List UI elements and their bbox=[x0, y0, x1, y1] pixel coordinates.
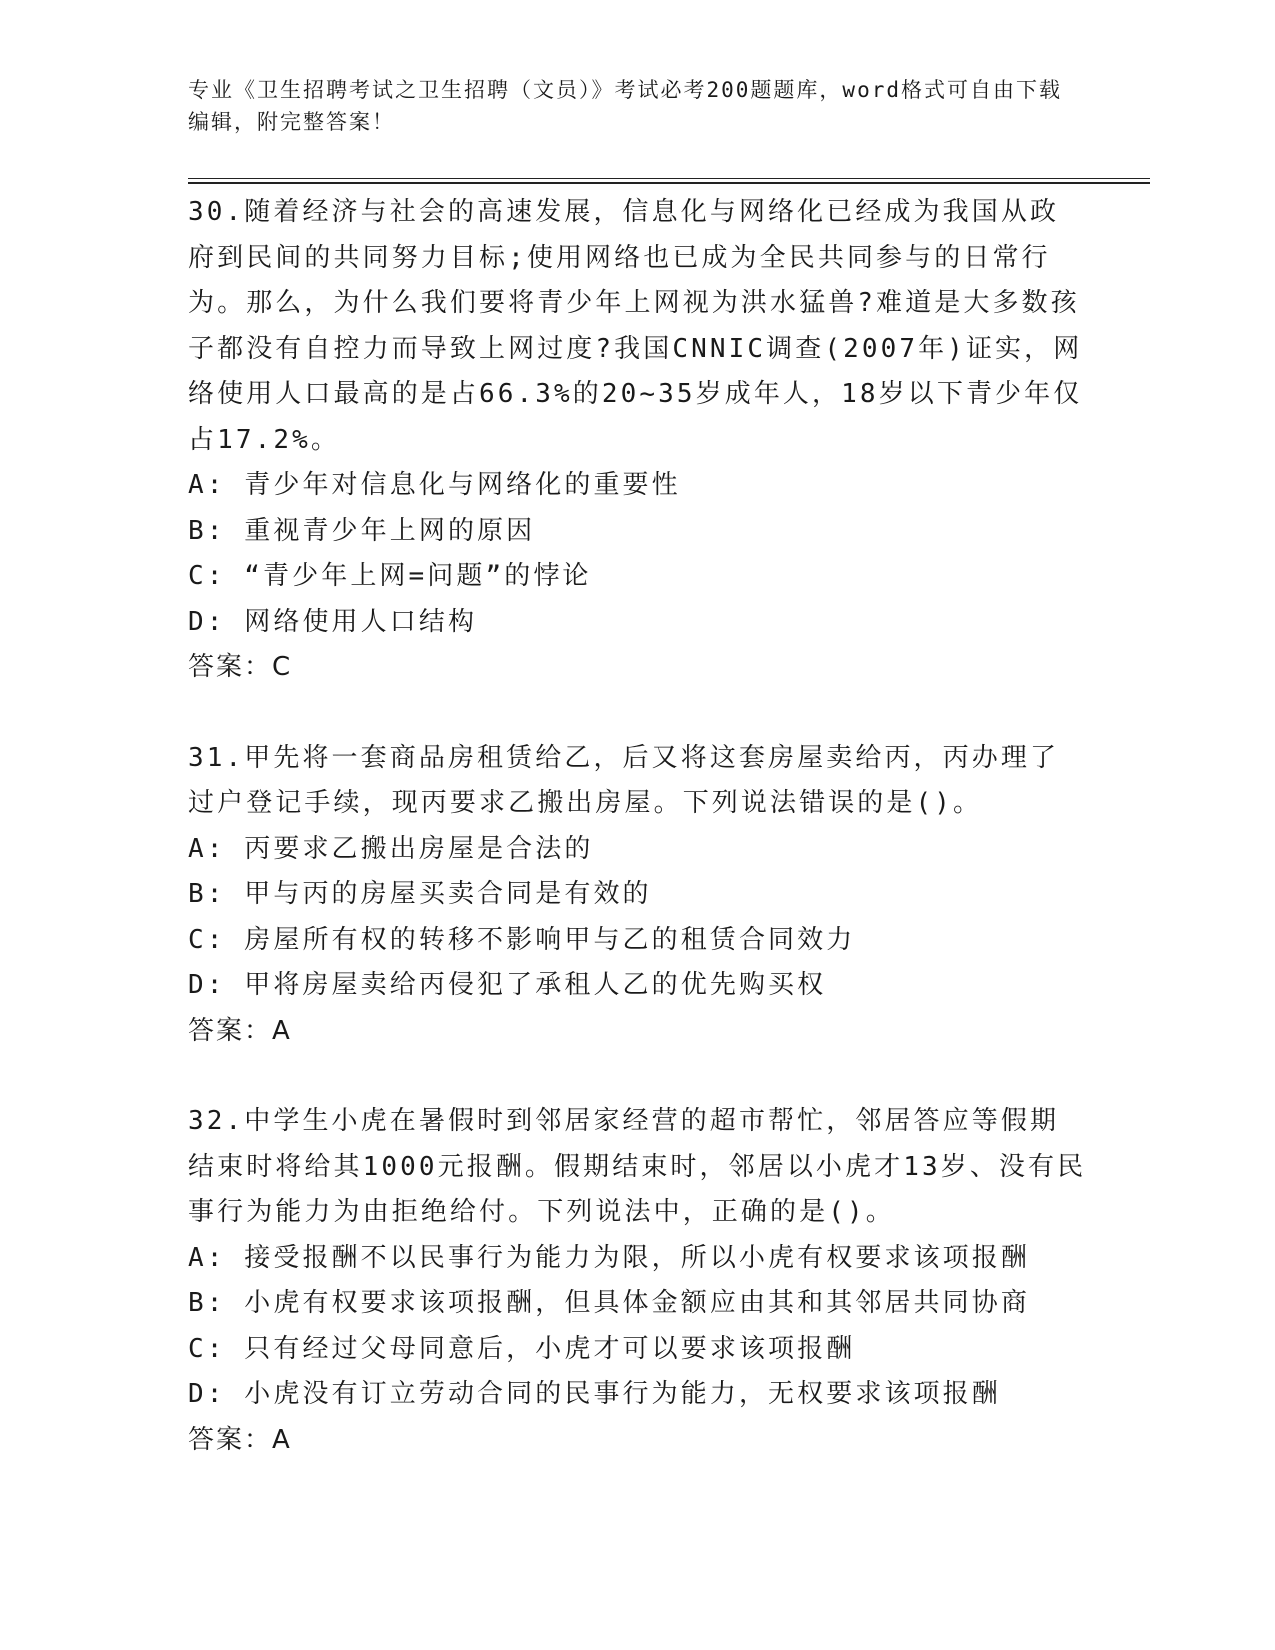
question-stem: 30.随着经济与社会的高速发展，信息化与网络化已经成为我国从政府到民间的共同努力目标;使用网络也已成为全民共同参与的日常行为。那么，为什么我们要将青少年上网视为洪水猛兽?难道是大多数孩子都没有自控力而导致上网过度?我国CNNIC调查(2007年)证实，网络使用人口最高的是占66.3%的20~35岁成年人，18岁以下青少年仅占17.2%。 bbox=[188, 197, 1083, 455]
question-stem: 31.甲先将一套商品房租赁给乙，后又将这套房屋卖给丙，丙办理了过户登记手续，现丙要求乙搬出房屋。下列说法错误的是()。 bbox=[188, 742, 1060, 818]
option-a: A: 青少年对信息化与网络化的重要性 bbox=[188, 470, 681, 500]
option-c: C: 只有经过父母同意后，小虎才可以要求该项报酬 bbox=[188, 1333, 856, 1364]
document-header: 专业《卫生招聘考试之卫生招聘（文员）》考试必考200题题库，word格式可自由下载编辑，附完整答案！ bbox=[188, 78, 1062, 134]
option-d: D: 网络使用人口结构 bbox=[188, 606, 478, 637]
option-c: C: 房屋所有权的转移不影响甲与乙的租赁合同效力 bbox=[188, 924, 856, 955]
option-a: A: 丙要求乙搬出房屋是合法的 bbox=[188, 833, 594, 864]
question-30 bbox=[188, 190, 1088, 691]
option-b: B: 重视青少年上网的原因 bbox=[188, 515, 536, 546]
option-b: B: 甲与丙的房屋买卖合同是有效的 bbox=[188, 879, 652, 909]
option-b: B: 小虎有权要求该项报酬，但具体金额应由其和其邻居共同协商 bbox=[188, 1288, 1030, 1318]
answer: 答案：A bbox=[188, 1015, 292, 1046]
option-a: A: 接受报酬不以民事行为能力为限，所以小虎有权要求该项报酬 bbox=[188, 1242, 1030, 1273]
header-divider-thin bbox=[188, 178, 1150, 179]
answer: 答案：A bbox=[188, 1424, 292, 1455]
question-stem: 32.中学生小虎在暑假时到邻居家经营的超市帮忙，邻居答应等假期结束时将给其1000元报酬。假期结束时，邻居以小虎才13岁、没有民事行为能力为由拒绝给付。下列说法中，正确的是()。 bbox=[188, 1106, 1087, 1227]
answer: 答案：C bbox=[188, 652, 293, 682]
question-spacer bbox=[188, 691, 1088, 736]
option-c: C: “青少年上网=问题”的悖论 bbox=[188, 561, 592, 591]
header-divider-thick bbox=[188, 182, 1150, 184]
question-31 bbox=[188, 736, 1088, 1055]
option-d: D: 甲将房屋卖给丙侵犯了承租人乙的优先购买权 bbox=[188, 970, 827, 1000]
question-32 bbox=[188, 1099, 1088, 1463]
option-d: D: 小虎没有订立劳动合同的民事行为能力，无权要求该项报酬 bbox=[188, 1379, 1001, 1409]
question-list bbox=[188, 190, 1088, 1463]
question-spacer bbox=[188, 1054, 1088, 1099]
